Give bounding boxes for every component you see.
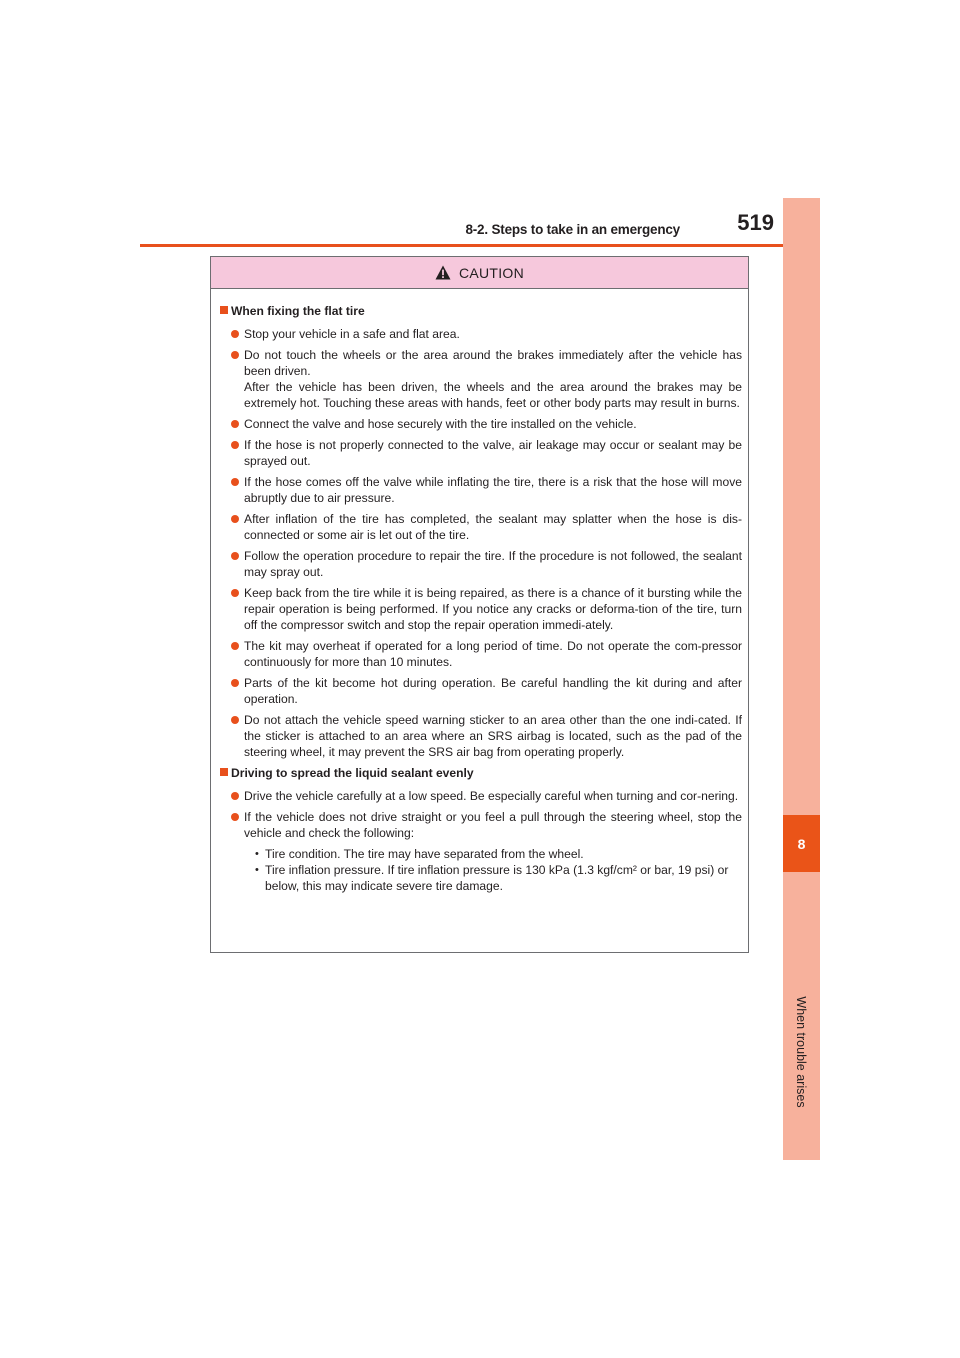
round-bullet-icon xyxy=(231,642,239,650)
round-bullet-icon xyxy=(231,330,239,338)
round-bullet-icon xyxy=(231,792,239,800)
list-item-text: Follow the operation procedure to repair the tire. If the procedure is not followed, the sealant may spray out. xyxy=(244,549,742,579)
list-item xyxy=(220,416,742,432)
round-bullet-icon xyxy=(231,478,239,486)
round-bullet-icon xyxy=(231,552,239,560)
list-item-text: Do not attach the vehicle speed warning sticker to an area other than the one indi-cated. If the sticker is attached to an area where an SRS airbag is located, such as the pad of the steering wheel, it may prevent the SRS air bag from operating properly. xyxy=(244,713,742,759)
round-bullet-icon xyxy=(231,420,239,428)
caution-box xyxy=(210,256,749,953)
section-title: 8-2. Steps to take in an emergency xyxy=(465,222,680,237)
list-item-text: If the hose is not properly connected to the valve, air leakage may occur or sealant may be sprayed out. xyxy=(244,438,742,468)
chapter-number-badge xyxy=(783,815,820,872)
section-heading xyxy=(220,303,742,319)
caution-body xyxy=(211,289,748,894)
chapter-side-tab xyxy=(783,198,820,1160)
list-item-text: After inflation of the tire has completed, the sealant may splatter when the hose is dis-connected or some air is let out of the tire. xyxy=(244,512,742,542)
list-item xyxy=(220,675,742,707)
list-item xyxy=(220,788,742,804)
warning-triangle-icon xyxy=(435,265,451,280)
round-bullet-icon xyxy=(231,589,239,597)
round-bullet-icon xyxy=(231,716,239,724)
list-item-text: After the vehicle has been driven, the wheels and the area around the brakes may be extremely hot. Touching these areas with hands, feet or other body parts may result in burns. xyxy=(244,380,742,410)
square-icon xyxy=(220,306,228,314)
round-bullet-icon xyxy=(231,515,239,523)
list-item xyxy=(220,347,742,411)
sub-list-item: • Tire condition. The tire may have separated from the wheel. xyxy=(220,846,742,862)
list-item xyxy=(220,511,742,543)
list-item xyxy=(220,638,742,670)
caution-header xyxy=(211,257,748,289)
list-item xyxy=(220,437,742,469)
list-item-text: Parts of the kit become hot during operation. Be careful handling the kit during and after operation. xyxy=(244,676,742,706)
list-item xyxy=(220,809,742,841)
list-item-text: Do not touch the wheels or the area around the brakes immediately after the vehicle has been driven. xyxy=(244,348,742,378)
square-icon xyxy=(220,768,228,776)
section-heading-text: Driving to spread the liquid sealant evenly xyxy=(231,766,474,780)
list-item-text: Drive the vehicle carefully at a low speed. Be especially careful when turning and cor-nering. xyxy=(244,789,739,803)
list-item-text: Connect the valve and hose securely with the tire installed on the vehicle. xyxy=(244,417,637,431)
page-number: 519 xyxy=(737,210,774,235)
list-item-text: If the vehicle does not drive straight or you feel a pull through the steering wheel, stop the vehicle and check the following: xyxy=(244,810,742,840)
round-bullet-icon xyxy=(231,679,239,687)
round-bullet-icon xyxy=(231,441,239,449)
section-heading xyxy=(220,765,742,781)
list-item xyxy=(220,585,742,633)
round-bullet-icon xyxy=(231,351,239,359)
list-item xyxy=(220,712,742,760)
list-item xyxy=(220,548,742,580)
chapter-title: When trouble arises xyxy=(794,996,808,1108)
caution-title: CAUTION xyxy=(458,264,525,281)
chapter-number: 8 xyxy=(797,835,806,852)
list-item-text: If the hose comes off the valve while inflating the tire, there is a risk that the hose will move abruptly due to air pressure. xyxy=(244,475,742,505)
round-bullet-icon xyxy=(231,813,239,821)
section-heading-text: When fixing the flat tire xyxy=(231,304,365,318)
list-item xyxy=(220,326,742,342)
list-item-text: Stop your vehicle in a safe and flat area. xyxy=(244,327,460,341)
page-header xyxy=(140,208,820,247)
list-item xyxy=(220,474,742,506)
list-item-text: Keep back from the tire while it is being repaired, as there is a chance of it bursting while the repair operation is being performed. If you notice any cracks or deforma-tion of the tire, turn off the compressor switch and stop the repair operation immedi-ately. xyxy=(244,586,742,632)
list-item-text: The kit may overheat if operated for a long period of time. Do not operate the com-pressor continuously for more than 10 minutes. xyxy=(244,639,742,669)
sub-list-item: • Tire inflation pressure. If tire inflation pressure is 130 kPa (1.3 kgf/cm² or bar, 19 psi) or below, this may indicate severe tire damage. xyxy=(220,862,742,894)
